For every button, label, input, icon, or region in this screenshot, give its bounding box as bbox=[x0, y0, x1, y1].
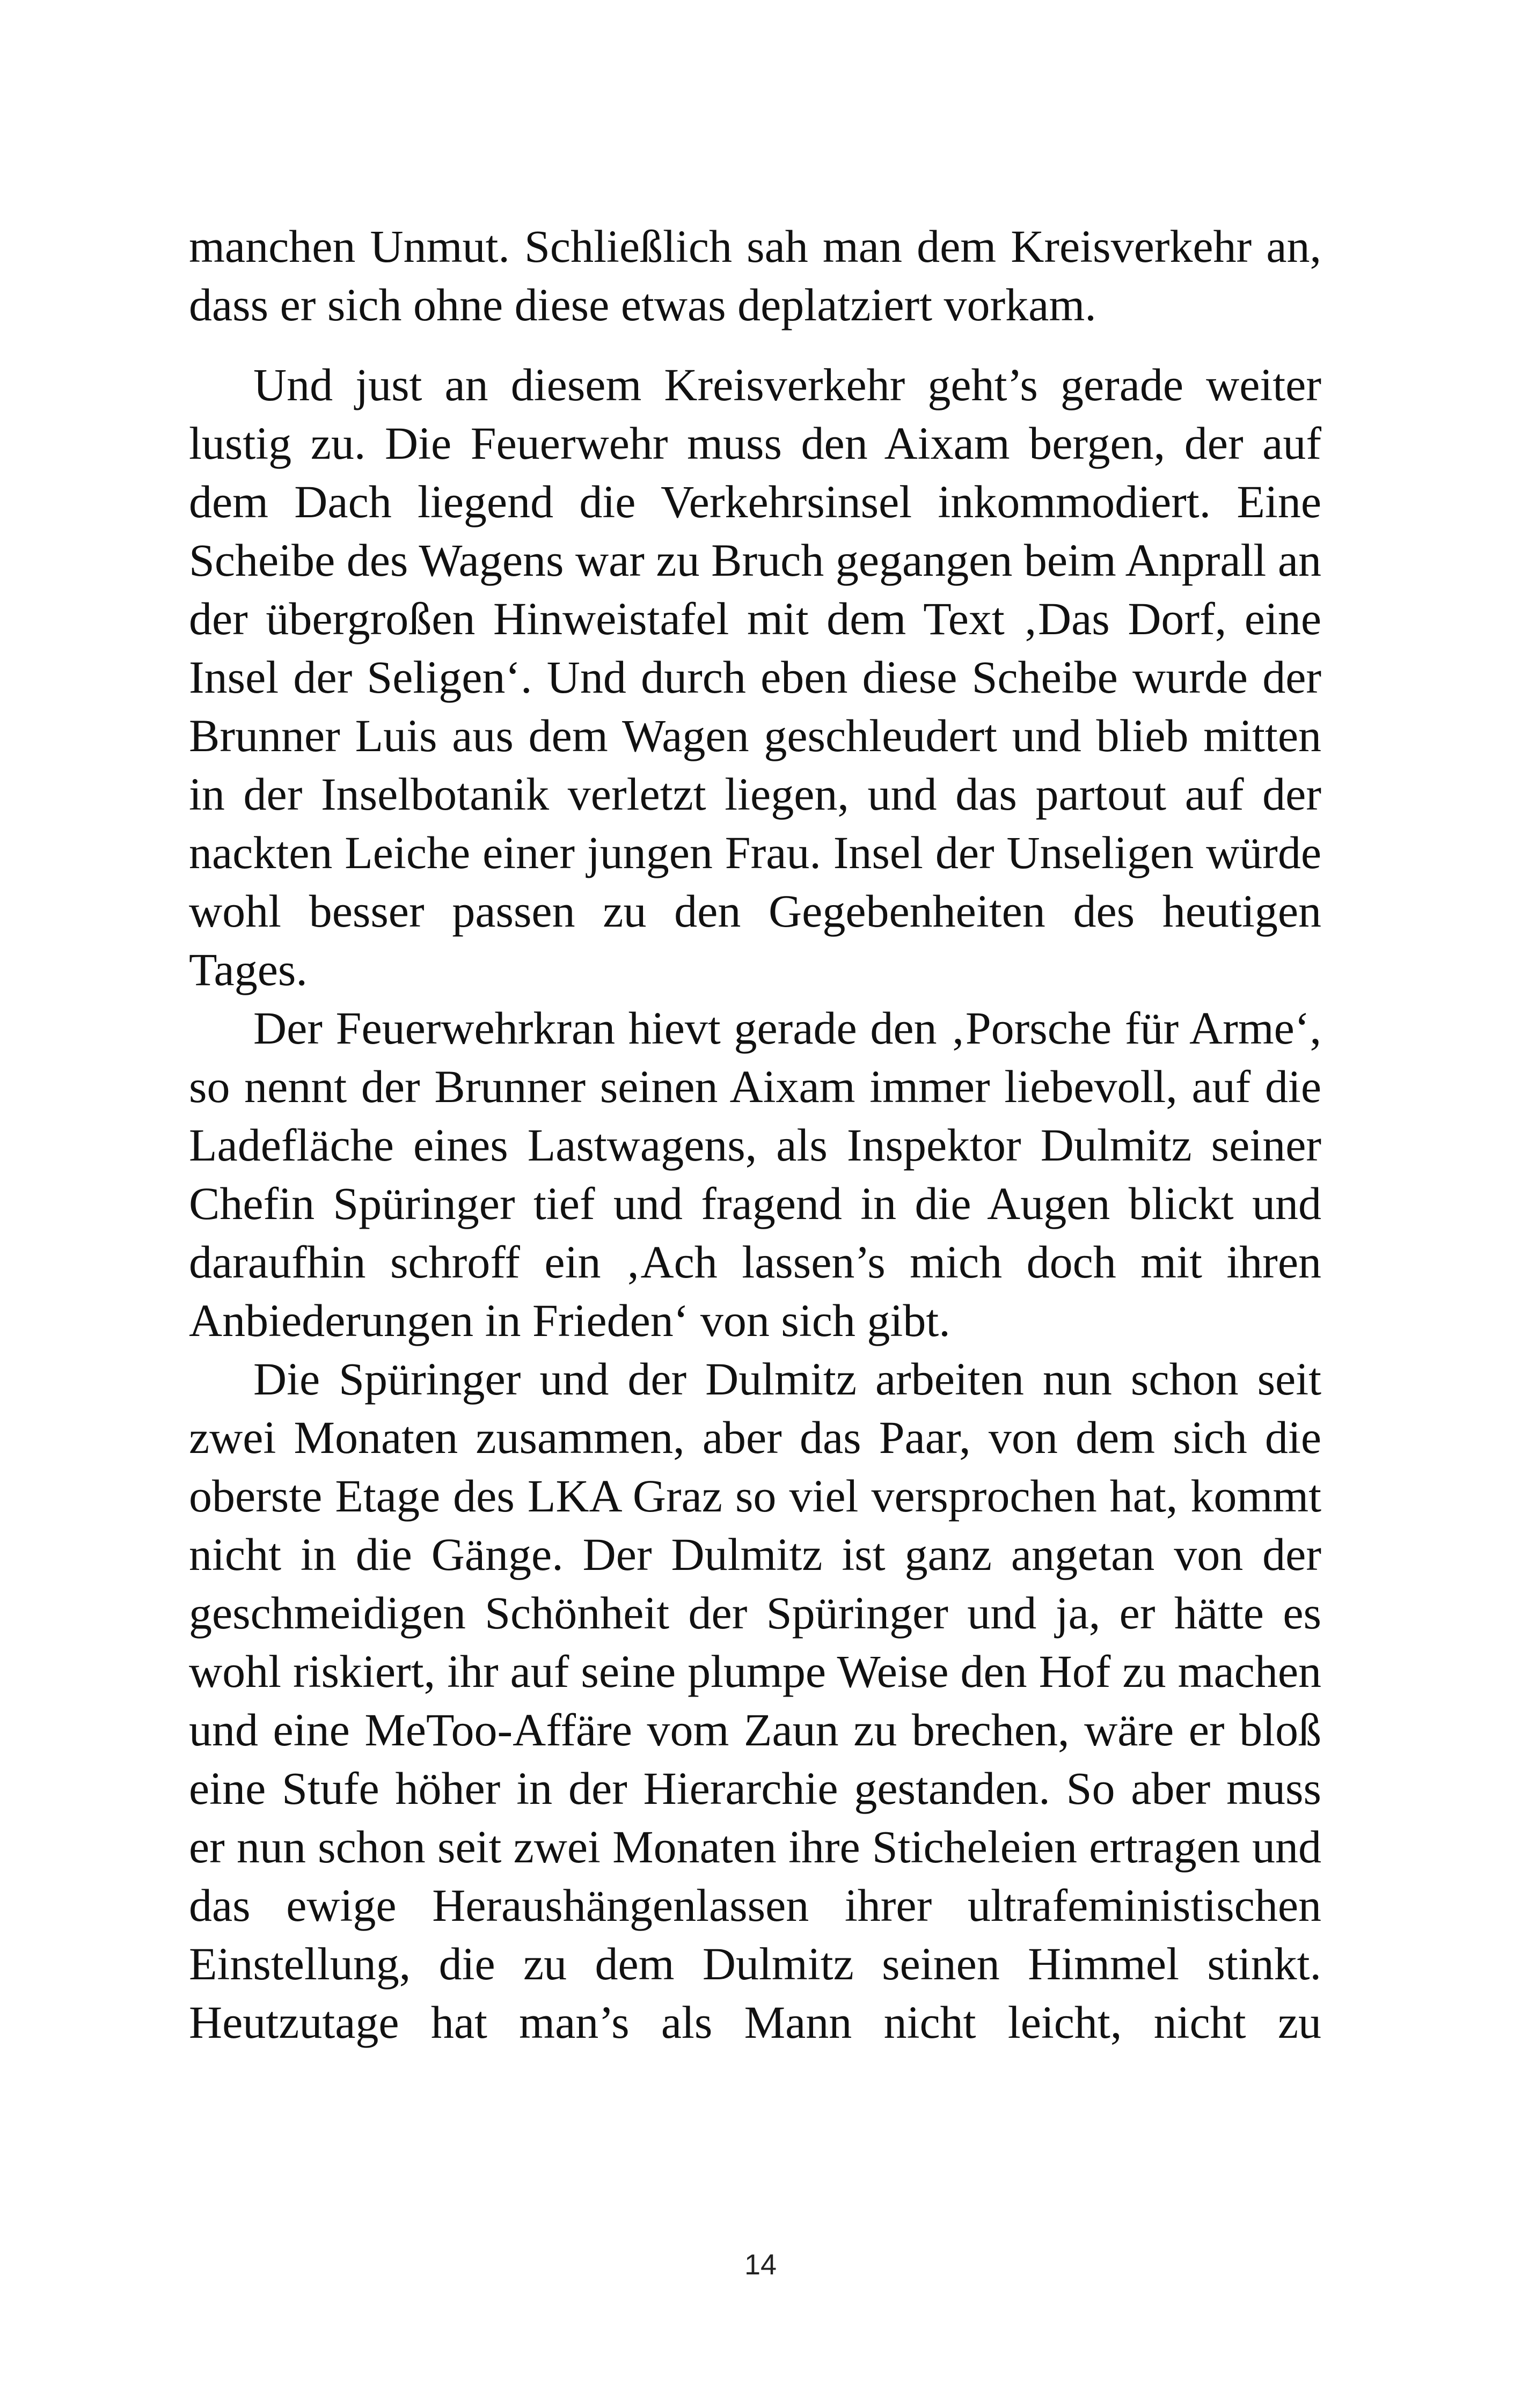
text-line: Tages. bbox=[189, 944, 308, 995]
text-line: Die Spüringer und der Dulmitz arbeiten nun schon seit bbox=[253, 1353, 1321, 1405]
text-line: das ewige Heraushängenlassen ihrer ultrafeministischen bbox=[189, 1880, 1321, 1931]
text-line: wohl riskiert, ihr auf seine plumpe Weise den Hof zu machen bbox=[189, 1646, 1321, 1697]
text-line: Scheibe des Wagens war zu Bruch gegangen beim Anprall an bbox=[189, 534, 1321, 586]
text-line: oberste Etage des LKA Graz so viel versprochen hat, kommt bbox=[189, 1470, 1321, 1522]
text-line: Chefin Spüringer tief und fragend in die Augen blickt und bbox=[189, 1178, 1321, 1229]
text-line: lustig zu. Die Feuerwehr muss den Aixam bergen, der auf bbox=[189, 417, 1321, 469]
paragraph-2 bbox=[189, 356, 1321, 999]
text-line: Der Feuerwehrkran hievt gerade den ‚Porsche für Arme‘, bbox=[253, 1002, 1321, 1054]
text-line: in der Inselbotanik verletzt liegen, und das partout auf der bbox=[189, 768, 1321, 820]
paragraph-3 bbox=[189, 999, 1321, 1350]
text-line: der übergroßen Hinweistafel mit dem Text ‚Das Dorf, eine bbox=[189, 593, 1321, 644]
text-line: daraufhin schroff ein ‚Ach lassen’s mich doch mit ihren bbox=[189, 1236, 1321, 1288]
text-line: eine Stufe höher in der Hierarchie gestanden. So aber muss bbox=[189, 1763, 1321, 1814]
text-line: Einstellung, die zu dem Dulmitz seinen Himmel stinkt. bbox=[189, 1938, 1321, 1989]
text-line: und eine MeToo-Affäre vom Zaun zu brechen, wäre er bloß bbox=[189, 1704, 1321, 1756]
text-line: Brunner Luis aus dem Wagen geschleudert und blieb mitten bbox=[189, 710, 1321, 761]
text-line: geschmeidigen Schönheit der Spüringer und ja, er hätte es bbox=[189, 1587, 1321, 1639]
text-line: Heutzutage hat man’s als Mann nicht leicht, nicht zu bbox=[189, 1996, 1321, 2048]
paragraph-1 bbox=[189, 217, 1321, 334]
text-line: wohl besser passen zu den Gegebenheiten des heutigen bbox=[189, 885, 1321, 937]
text-line: dass er sich ohne diese etwas deplatziert vorkam. bbox=[189, 279, 1096, 331]
text-line: Anbiederungen in Frieden‘ von sich gibt. bbox=[189, 1295, 950, 1346]
text-line: Ladefläche eines Lastwagens, als Inspektor Dulmitz seiner bbox=[189, 1119, 1321, 1171]
text-line: nackten Leiche einer jungen Frau. Insel der Unseligen würde bbox=[189, 827, 1321, 878]
text-line: zwei Monaten zusammen, aber das Paar, von dem sich die bbox=[189, 1412, 1321, 1463]
text-line: dem Dach liegend die Verkehrsinsel inkommodiert. Eine bbox=[189, 476, 1321, 527]
paragraph-4 bbox=[189, 1350, 1321, 2052]
body-text bbox=[189, 217, 1321, 2052]
text-line: Insel der Seligen‘. Und durch eben diese Scheibe wurde der bbox=[189, 651, 1321, 703]
text-line: Und just an diesem Kreisverkehr geht’s gerade weiter bbox=[253, 359, 1321, 410]
text-line: er nun schon seit zwei Monaten ihre Sticheleien ertragen und bbox=[189, 1821, 1321, 1873]
text-line: manchen Unmut. Schließlich sah man dem Kreisverkehr an, bbox=[189, 221, 1321, 272]
page-number: 14 bbox=[744, 2249, 777, 2281]
text-line: so nennt der Brunner seinen Aixam immer liebevoll, auf die bbox=[189, 1061, 1321, 1112]
text-line: nicht in die Gänge. Der Dulmitz ist ganz angetan von der bbox=[189, 1529, 1321, 1580]
